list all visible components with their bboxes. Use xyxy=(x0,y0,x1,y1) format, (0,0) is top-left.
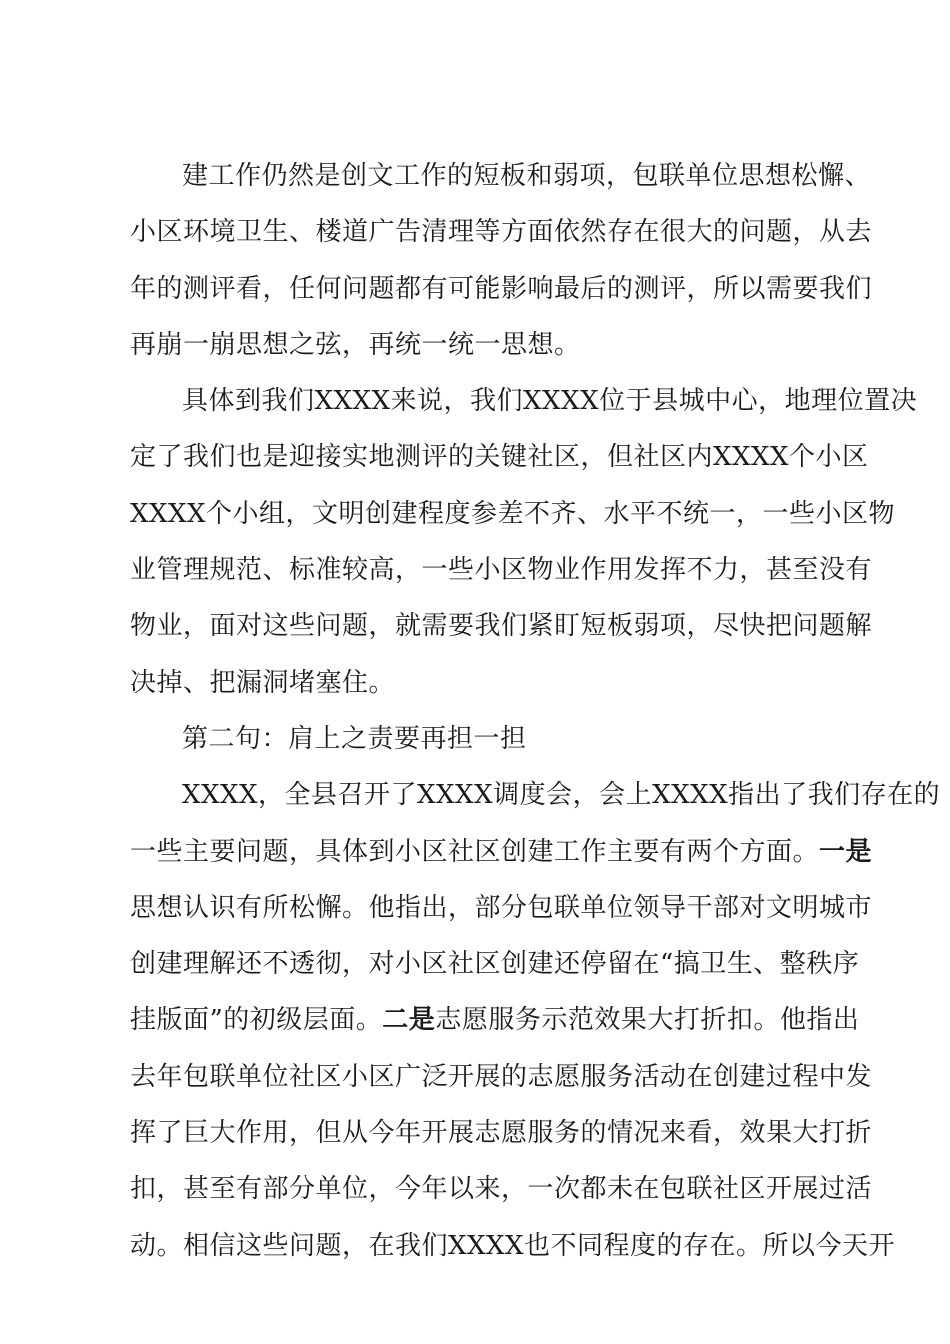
text-line: XXXX个小组，文明创建程度参差不齐、水平不统一，一些小区物 xyxy=(130,498,896,529)
text-line: 建工作仍然是创文工作的短板和弱项，包联单位思想松懈、 xyxy=(182,161,872,191)
text-line: 年的测评看，任何问题都有可能影响最后的测评，所以需要我们 xyxy=(130,273,873,304)
text-line: 业管理规范、标准较高，一些小区物业作用发挥不力，甚至没有 xyxy=(130,555,873,586)
emphasis-first-point: 一是 xyxy=(819,836,873,867)
text-line: 动。相信这些问题，在我们XXXX也不同程度的存在。所以今天开 xyxy=(130,1230,896,1261)
paragraph-2 xyxy=(130,373,918,711)
text-line: 扣，甚至有部分单位，今年以来，一次都未在包联社区开展过活 xyxy=(130,1174,873,1205)
text-run: 一些主要问题，具体到小区社区创建工作主要有两个方面。 xyxy=(130,836,820,867)
paragraph-4 xyxy=(130,767,941,1274)
paragraph-1 xyxy=(130,148,873,373)
text-line: XXXX，全县召开了XXXX调度会，会上XXXX指出了我们存在的 xyxy=(182,780,941,811)
emphasis-second-point: 二是 xyxy=(382,1005,436,1036)
text-run: 志愿服务示范效果大打折扣。他指出 xyxy=(435,1005,860,1036)
text-line: 小区环境卫生、楼道广告清理等方面依然存在很大的问题，从去 xyxy=(130,217,873,248)
text-line xyxy=(130,824,873,880)
text-line: 定了我们也是迎接实地测评的关键社区，但社区内XXXX个小区 xyxy=(130,442,869,473)
document-body xyxy=(130,148,941,1274)
text-line: 物业，面对这些问题，就需要我们紧盯短板弱项，尽快把问题解 xyxy=(130,611,873,642)
section-heading xyxy=(130,711,842,767)
text-line: 挥了巨大作用，但从今年开展志愿服务的情况来看，效果大打折 xyxy=(130,1118,873,1149)
text-line xyxy=(130,992,860,1048)
heading-text: 第二句：肩上之责要再担一担 xyxy=(182,723,527,754)
text-line: 决掉、把漏洞堵塞住。 xyxy=(130,667,396,698)
text-run: 挂版面”的初级层面。 xyxy=(130,1005,383,1036)
text-line: 具体到我们XXXX来说，我们XXXX位于县城中心，地理位置决 xyxy=(182,386,918,417)
text-line: 去年包联单位社区小区广泛开展的志愿服务活动在创建过程中发 xyxy=(130,1061,873,1092)
text-line: 再崩一崩思想之弦，再统一统一思想。 xyxy=(130,329,581,360)
text-line: 创建理解还不透彻，对小区社区创建还停留在“搞卫生、整秩序 xyxy=(130,949,860,980)
text-line: 思想认识有所松懈。他指出，部分包联单位领导干部对文明城市 xyxy=(130,892,873,923)
